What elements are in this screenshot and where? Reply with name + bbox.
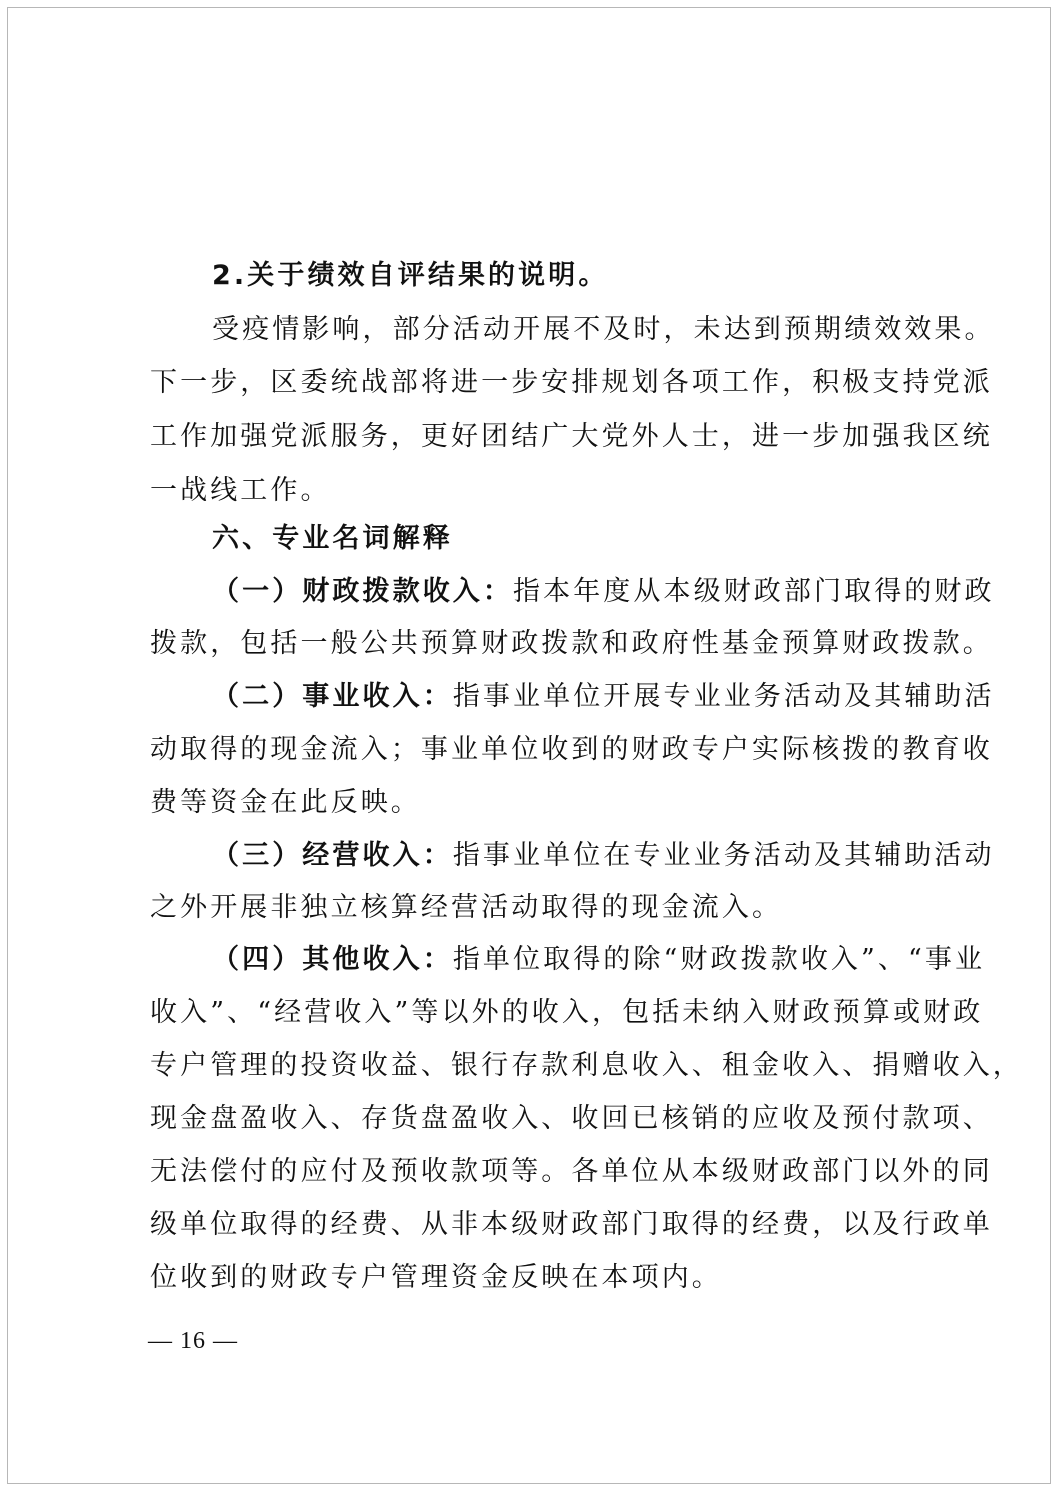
term-text: 指事业单位开展专业业务活动及其辅助活 <box>452 681 995 712</box>
section-heading-6: 六、专业名词解释 <box>212 523 453 554</box>
definition-line <box>212 680 995 714</box>
definition-line: 之外开展非独立核算经营活动取得的现金流入。 <box>150 892 783 923</box>
page-number: — 16 — <box>148 1328 238 1354</box>
term-label: （三）经营收入： <box>212 840 453 871</box>
term-text: 指本年度从本级财政部门取得的财政 <box>513 576 995 607</box>
definition-line <box>212 943 985 977</box>
definition-line: 无法偿付的应付及预收款项等。各单位从本级财政部门以外的同 <box>150 1156 993 1187</box>
paragraph-line: 下一步，区委统战部将进一步安排规划各项工作，积极支持党派 <box>150 367 993 398</box>
definition-line: 费等资金在此反映。 <box>150 787 421 818</box>
definition-line: 位收到的财政专户管理资金反映在本项内。 <box>150 1262 722 1293</box>
definition-line: 专户管理的投资收益、银行存款利息收入、租金收入、捐赠收入， <box>150 1050 1023 1081</box>
definition-line: 级单位取得的经费、从非本级财政部门取得的经费，以及行政单 <box>150 1209 993 1240</box>
term-text: 指单位取得的除“财政拨款收入”、“事业 <box>452 944 986 975</box>
term-label: （四）其他收入： <box>212 944 453 975</box>
definition-line <box>212 575 995 609</box>
definition-line: 现金盘盈收入、存货盘盈收入、收回已核销的应收及预付款项、 <box>150 1103 993 1134</box>
term-text: 指事业单位在专业业务活动及其辅助活动 <box>452 840 995 871</box>
term-label: （一）财政拨款收入： <box>212 576 513 607</box>
definition-line: 收入”、“经营收入”等以外的收入，包括未纳入财政预算或财政 <box>150 997 984 1028</box>
definition-line <box>212 839 995 873</box>
term-label: （二）事业收入： <box>212 681 453 712</box>
definition-line: 动取得的现金流入；事业单位收到的财政专户实际核拨的教育收 <box>150 734 993 765</box>
section-heading-2: 2.关于绩效自评结果的说明。 <box>212 260 609 291</box>
definition-line: 拨款，包括一般公共预算财政拨款和政府性基金预算财政拨款。 <box>150 628 993 659</box>
paragraph-line: 受疫情影响，部分活动开展不及时，未达到预期绩效效果。 <box>212 314 995 345</box>
paragraph-line: 工作加强党派服务，更好团结广大党外人士，进一步加强我区统 <box>150 421 993 452</box>
paragraph-line: 一战线工作。 <box>150 475 331 506</box>
